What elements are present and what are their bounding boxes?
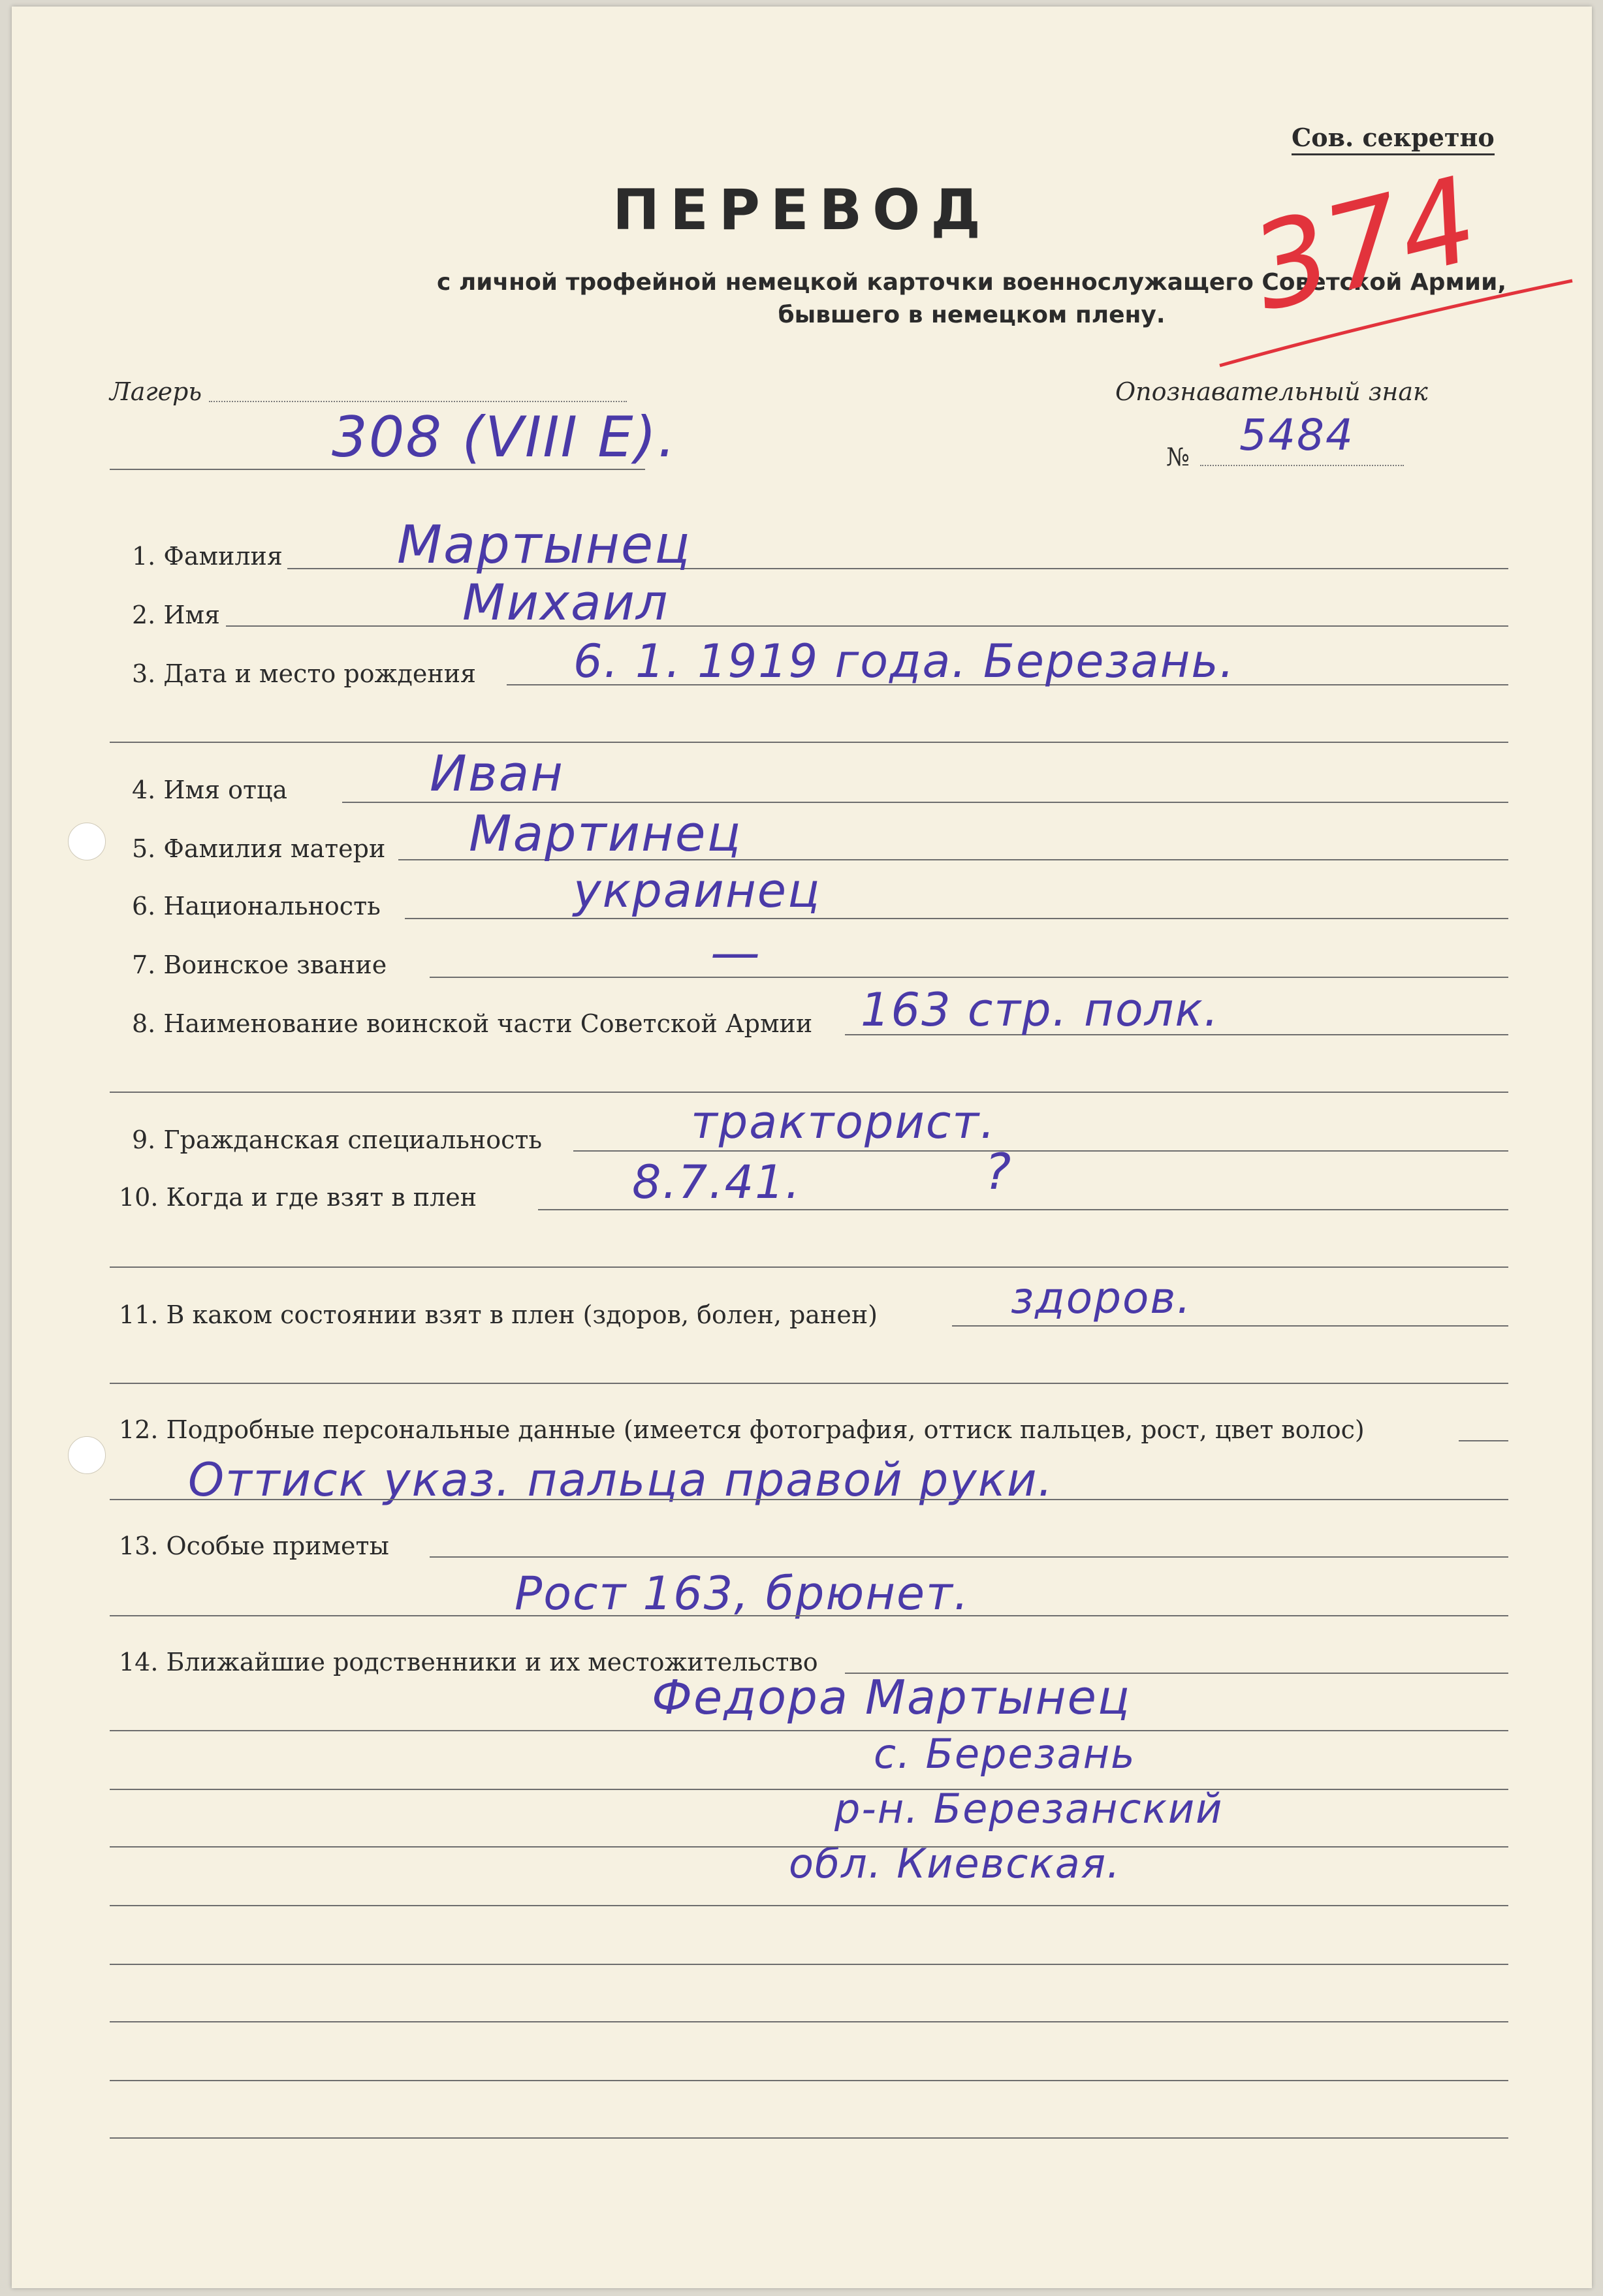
- field-value-mother-surname: Мартинец: [469, 804, 742, 862]
- id-mark-dotted-line: [1200, 465, 1404, 466]
- id-mark-value: 5484: [1239, 410, 1354, 460]
- field-label-birth: 3. Дата и место рождения: [132, 659, 477, 688]
- camp-line: [110, 469, 645, 470]
- field-value-father-name: Иван: [430, 744, 564, 802]
- field-value-civil-profession: тракторист.: [691, 1095, 996, 1149]
- field-value-relatives-line1: Федора Мартынец: [652, 1670, 1131, 1725]
- registration-number-stamp: 374: [1239, 151, 1490, 338]
- field-label-father-name: 4. Имя отца: [132, 776, 288, 804]
- camp-label: Лагерь: [110, 377, 202, 406]
- field-value-captured-date: 8.7.41.: [632, 1156, 801, 1209]
- document-subtitle-line2: бывшего в немецком плену.: [778, 302, 1166, 328]
- document-title: ПЕРЕВОД: [612, 178, 991, 243]
- field-value-nationality: украинец: [573, 863, 821, 918]
- id-mark-number-label: №: [1166, 443, 1190, 471]
- field-label-surname: 1. Фамилия: [132, 542, 283, 571]
- id-mark-label: Опознавательный знак: [1115, 377, 1428, 406]
- field-value-captured-place: ?: [985, 1142, 1013, 1201]
- field-value-relatives-line2: с. Березань: [874, 1730, 1136, 1778]
- punch-hole-upper: [68, 823, 106, 860]
- field-value-relatives-line3: р-н. Березанский: [834, 1785, 1224, 1832]
- field-value-capture-condition: здоров.: [1011, 1273, 1192, 1323]
- field-label-civil-profession: 9. Гражданская специальность: [132, 1125, 543, 1154]
- field-label-special-marks: 13. Особые приметы: [119, 1532, 389, 1560]
- camp-value: 308 (VIII E).: [332, 405, 677, 470]
- field-label-mother-surname: 5. Фамилия матери: [132, 834, 386, 863]
- field-value-first-name: Михаил: [462, 573, 669, 631]
- field-value-rank: —: [710, 923, 761, 981]
- document-sheet: [12, 7, 1592, 2288]
- field-value-birth: 6. 1. 1919 года. Березань.: [573, 635, 1235, 688]
- punch-hole-lower: [68, 1436, 106, 1474]
- field-label-capture-condition: 11. В каком состоянии взят в плен (здоров, болен, ранен): [119, 1300, 878, 1329]
- field-label-rank: 7. Воинское звание: [132, 951, 387, 979]
- field-label-first-name: 2. Имя: [132, 601, 221, 629]
- field-label-nationality: 6. Национальность: [132, 892, 381, 920]
- field-label-personal-details: 12. Подробные персональные данные (имеется фотография, оттиск пальцев, рост, цвет волос): [119, 1415, 1365, 1444]
- field-value-personal-details: Оттиск указ. пальца правой руки.: [188, 1453, 1054, 1507]
- field-label-military-unit: 8. Наименование воинской части Советской Армии: [132, 1009, 813, 1038]
- field-value-special-marks: Рост 163, брюнет.: [515, 1567, 970, 1620]
- document-subtitle-line1: с личной трофейной немецкой карточки военнослужащего Советской Армии,: [436, 269, 1507, 296]
- field-value-relatives-line4: обл. Киевская.: [789, 1840, 1121, 1887]
- field-label-relatives: 14. Ближайшие родственники и их местожительство: [119, 1648, 818, 1676]
- classification-mark: Сов. секретно: [1292, 123, 1495, 155]
- field-value-surname: Мартынец: [397, 514, 691, 575]
- stamp-underline: [1213, 274, 1579, 372]
- camp-dotted-line: [209, 401, 627, 402]
- field-value-military-unit: 163 стр. полк.: [861, 983, 1220, 1037]
- field-label-captured-when-where: 10. Когда и где взят в плен: [119, 1183, 477, 1212]
